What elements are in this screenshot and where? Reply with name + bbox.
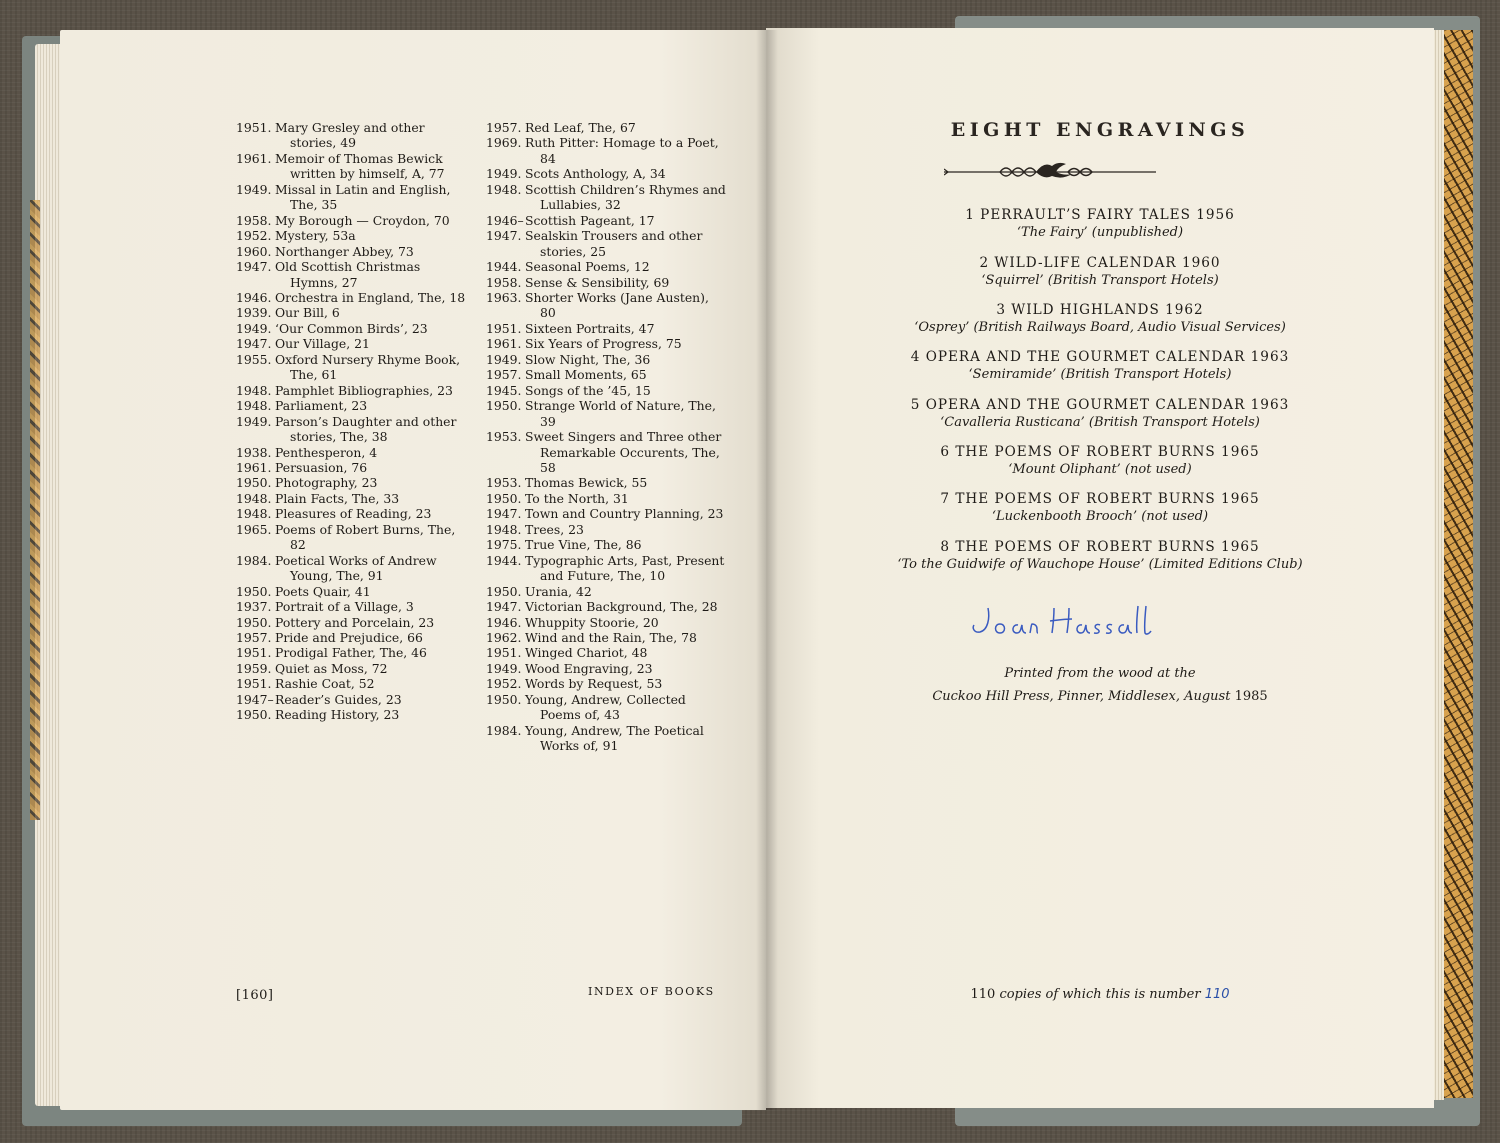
index-entry [486, 584, 726, 599]
index-year: 1948. [486, 181, 522, 197]
index-title: Wind and the Rain, The, 78 [525, 629, 697, 645]
index-title: Pride and Prejudice, 66 [275, 629, 423, 645]
index-year: 1975. [486, 537, 522, 553]
index-entry [486, 135, 726, 166]
index-title: Thomas Bewick, 55 [525, 475, 648, 491]
index-title: Sense & Sensibility, 69 [525, 274, 670, 290]
index-year: 1961. [236, 459, 272, 475]
index-title: Our Village, 21 [275, 336, 370, 352]
index-entry [486, 522, 726, 537]
index-year: 1950. [486, 691, 522, 707]
index-title: Memoir of Thomas Bewick written by himself, A, 77 [275, 150, 445, 182]
index-title: Rashie Coat, 52 [275, 676, 375, 692]
index-entry [486, 645, 726, 660]
index-title: Sweet Singers and Three other Remarkable Occurents, The, 58 [525, 429, 722, 475]
index-title: Victorian Background, The, 28 [525, 599, 718, 615]
engraving-subtitle: ‘Squirrel’ (British Transport Hotels) [981, 273, 1219, 288]
index-year: 1948. [236, 490, 272, 506]
handwritten-signature [966, 600, 1156, 640]
index-year: 1957. [486, 120, 522, 135]
index-title: To the North, 31 [525, 490, 629, 506]
index-entry [236, 707, 472, 722]
index-title: Six Years of Progress, 75 [525, 336, 682, 352]
index-title: Poets Quair, 41 [275, 583, 371, 599]
index-title: Typographic Arts, Past, Present and Future, The, 10 [525, 552, 725, 584]
engraving-subtitle: ‘Mount Oliphant’ (not used) [1008, 462, 1192, 477]
index-title: Mary Gresley and other stories, 49 [275, 120, 425, 151]
index-entry [486, 213, 726, 228]
engraving-6 [766, 443, 1434, 479]
engraving-subtitle: ‘To the Guidwife of Wauchope House’ (Limited Editions Club) [897, 557, 1303, 572]
index-entry [486, 599, 726, 614]
index-entry [486, 553, 726, 584]
limitation-count: 110 [970, 987, 996, 1002]
engraving-subtitle: ‘Osprey’ (British Railways Board, Audio Visual Services) [914, 320, 1286, 335]
index-title: Red Leaf, The, 67 [525, 120, 636, 135]
limitation-number: 110 [1204, 987, 1230, 1002]
index-title: Whuppity Stoorie, 20 [525, 614, 659, 630]
index-entry [486, 630, 726, 645]
index-year: 1944. [486, 552, 522, 568]
index-title: Parliament, 23 [275, 398, 368, 414]
index-entry [486, 723, 726, 754]
index-year: 1947. [236, 336, 272, 352]
engraving-heading: 1 PERRAULT’S FAIRY TALES 1956 [965, 207, 1235, 223]
index-year: 1961. [236, 150, 272, 166]
index-year: 1950. [236, 707, 272, 723]
page-title: EIGHT ENGRAVINGS [950, 119, 1250, 141]
index-title: Pottery and Porcelain, 23 [275, 614, 435, 630]
index-column-1 [236, 120, 472, 723]
engraving-subtitle: ‘The Fairy’ (unpublished) [1016, 225, 1184, 240]
limitation-text: copies of which this is number [999, 987, 1201, 1002]
index-title: Town and Country Planning, 23 [525, 506, 724, 522]
index-entry [236, 630, 472, 645]
index-title: True Vine, The, 86 [525, 537, 642, 553]
index-entry [486, 661, 726, 676]
index-year: 1953. [486, 429, 522, 445]
index-entry [236, 553, 472, 584]
index-entry [486, 383, 726, 398]
limitation-statement [766, 987, 1434, 1002]
engraving-subtitle: ‘Luckenbooth Brooch’ (not used) [991, 509, 1209, 524]
index-title: Seasonal Poems, 12 [525, 259, 650, 275]
index-entry [486, 367, 726, 382]
index-entry [486, 321, 726, 336]
index-title: Scots Anthology, A, 34 [525, 166, 666, 182]
index-year: 1952. [236, 228, 272, 244]
index-title: Winged Chariot, 48 [525, 645, 648, 661]
index-year: 1949. [236, 181, 272, 197]
index-entry [486, 615, 726, 630]
index-title: Trees, 23 [525, 521, 584, 537]
index-year: 1950. [486, 583, 522, 599]
index-entry [236, 676, 472, 691]
index-year: 1958. [236, 212, 272, 228]
index-title: My Borough — Croydon, 70 [275, 212, 450, 228]
bird-ornament-icon [944, 160, 1156, 184]
index-entry [486, 475, 726, 490]
engraving-5 [766, 396, 1434, 432]
index-entry [486, 228, 726, 259]
index-year: 1944. [486, 259, 522, 275]
index-year: 1949. [486, 166, 522, 182]
index-title: Portrait of a Village, 3 [275, 599, 414, 615]
index-column-2 [486, 120, 726, 754]
index-title: Northanger Abbey, 73 [275, 243, 414, 259]
marbled-edge-left [30, 200, 40, 820]
index-title: Plain Facts, The, 33 [275, 490, 400, 506]
index-title: Small Moments, 65 [525, 367, 647, 383]
index-title: Songs of the ’45, 15 [525, 382, 651, 398]
index-year: 1945. [486, 382, 522, 398]
index-entry [486, 275, 726, 290]
colophon-line-1: Printed from the wood at the [1004, 666, 1196, 681]
index-title: Poems of Robert Burns, The, 82 [275, 521, 456, 553]
index-year: 1958. [486, 274, 522, 290]
index-year: 1950. [486, 398, 522, 414]
index-entry [486, 491, 726, 506]
engraving-heading: 6 THE POEMS OF ROBERT BURNS 1965 [940, 444, 1260, 460]
index-entry [486, 676, 726, 691]
index-year: 1939. [236, 305, 272, 321]
engraving-heading: 5 OPERA AND THE GOURMET CALENDAR 1963 [910, 397, 1290, 413]
index-entry [486, 120, 726, 135]
index-entry [236, 120, 472, 151]
index-title: Sixteen Portraits, 47 [525, 320, 655, 336]
index-entry [236, 352, 472, 383]
index-year: 1948. [236, 398, 272, 414]
index-entry [486, 398, 726, 429]
index-year: 1957. [236, 629, 272, 645]
index-year: 1949. [486, 351, 522, 367]
index-title: ‘Our Common Birds’, 23 [275, 320, 428, 336]
index-year: 1949. [236, 320, 272, 336]
index-year: 1946. [486, 614, 522, 630]
index-title: Reading History, 23 [275, 707, 400, 723]
index-title: Penthesperon, 4 [275, 444, 378, 460]
engraving-4 [766, 348, 1434, 384]
index-title: Prodigal Father, The, 46 [275, 645, 427, 661]
index-entry [236, 692, 472, 707]
index-year: 1952. [486, 676, 522, 692]
index-year: 1950. [486, 490, 522, 506]
index-title: Shorter Works (Jane Austen), 80 [525, 289, 709, 321]
index-entry [236, 213, 472, 228]
index-title: Old Scottish Christmas Hymns, 27 [275, 259, 421, 290]
index-entry [236, 321, 472, 336]
index-entry [236, 460, 472, 475]
index-entry [236, 259, 472, 290]
running-head: INDEX OF BOOKS [588, 985, 715, 998]
colophon-year: 1985 [1234, 689, 1268, 704]
engraving-heading: 4 OPERA AND THE GOURMET CALENDAR 1963 [910, 349, 1290, 365]
index-entry [236, 445, 472, 460]
engraving-1 [766, 206, 1434, 242]
index-title: Quiet as Moss, 72 [275, 660, 388, 676]
index-entry [236, 615, 472, 630]
index-year: 1969. [486, 135, 522, 151]
index-entry [486, 692, 726, 723]
index-entry [236, 661, 472, 676]
index-entry [236, 584, 472, 599]
index-title: Young, Andrew, Collected Poems of, 43 [525, 691, 686, 723]
engraving-2 [766, 254, 1434, 290]
index-title: Scottish Children’s Rhymes and Lullabies, 32 [525, 181, 726, 213]
index-year: 1984. [486, 722, 522, 738]
index-entry [236, 522, 472, 553]
index-entry [236, 475, 472, 490]
index-year: 1962. [486, 629, 522, 645]
index-year: 1951. [486, 320, 522, 336]
index-entry [486, 506, 726, 521]
index-year: 1963. [486, 289, 522, 305]
index-year: 1953. [486, 475, 522, 491]
index-entry [236, 491, 472, 506]
index-title: Wood Engraving, 23 [525, 660, 653, 676]
index-title: Pamphlet Bibliographies, 23 [275, 382, 453, 398]
index-title: Mystery, 53a [275, 228, 356, 244]
index-year: 1957. [486, 367, 522, 383]
index-year: 1946– [486, 212, 524, 228]
index-entry [236, 182, 472, 213]
index-title: Reader’s Guides, 23 [275, 691, 402, 707]
index-year: 1955. [236, 351, 272, 367]
index-year: 1946. [236, 289, 272, 305]
index-title: Slow Night, The, 36 [525, 351, 651, 367]
index-year: 1947. [486, 599, 522, 615]
index-entry [236, 305, 472, 320]
index-title: Photography, 23 [275, 475, 378, 491]
index-title: Pleasures of Reading, 23 [275, 506, 432, 522]
index-year: 1951. [486, 645, 522, 661]
index-entry [236, 383, 472, 398]
index-entry [236, 290, 472, 305]
index-entry [236, 228, 472, 243]
index-entry [486, 537, 726, 552]
index-entry [486, 182, 726, 213]
index-year: 1949. [486, 660, 522, 676]
index-entry [236, 398, 472, 413]
index-entry [236, 336, 472, 351]
index-year: 1948. [236, 506, 272, 522]
index-entry [236, 645, 472, 660]
page-number: [160] [236, 988, 274, 1003]
index-year: 1961. [486, 336, 522, 352]
index-year: 1947– [236, 691, 274, 707]
index-year: 1960. [236, 243, 272, 259]
index-title: Ruth Pitter: Homage to a Poet, 84 [525, 135, 719, 166]
index-year: 1947. [486, 228, 522, 244]
index-year: 1965. [236, 521, 272, 537]
index-entry [486, 352, 726, 367]
index-entry [236, 414, 472, 445]
index-entry [236, 599, 472, 614]
index-year: 1959. [236, 660, 272, 676]
engraving-3 [766, 301, 1434, 337]
index-title: Persuasion, 76 [275, 459, 368, 475]
index-title: Parson’s Daughter and other stories, The, 38 [275, 413, 457, 445]
index-title: Poetical Works of Andrew Young, The, 91 [275, 552, 437, 584]
index-year: 1950. [236, 475, 272, 491]
index-year: 1948. [236, 382, 272, 398]
index-title: Sealskin Trousers and other stories, 25 [525, 228, 703, 259]
index-year: 1949. [236, 413, 272, 429]
index-year: 1938. [236, 444, 272, 460]
engraving-subtitle: ‘Cavalleria Rusticana’ (British Transport Hotels) [940, 415, 1260, 430]
index-entry [236, 506, 472, 521]
index-entry [486, 259, 726, 274]
index-year: 1950. [236, 614, 272, 630]
engraving-heading: 2 WILD-LIFE CALENDAR 1960 [979, 255, 1221, 271]
index-title: Our Bill, 6 [275, 305, 340, 321]
colophon-line-2 [766, 689, 1434, 704]
index-year: 1948. [486, 521, 522, 537]
index-entry [486, 336, 726, 351]
index-title: Scottish Pageant, 17 [525, 212, 655, 228]
index-entry [486, 290, 726, 321]
index-year: 1951. [236, 645, 272, 661]
engraving-heading: 3 WILD HIGHLANDS 1962 [996, 302, 1204, 318]
index-title: Strange World of Nature, The, 39 [525, 398, 716, 429]
marbled-endpaper [1443, 30, 1473, 1098]
index-year: 1951. [236, 676, 272, 692]
index-year: 1947. [236, 259, 272, 275]
engraving-heading: 7 THE POEMS OF ROBERT BURNS 1965 [940, 491, 1260, 507]
index-year: 1950. [236, 583, 272, 599]
index-year: 1947. [486, 506, 522, 522]
index-year: 1951. [236, 120, 272, 135]
index-entry [236, 151, 472, 182]
engraving-heading: 8 THE POEMS OF ROBERT BURNS 1965 [940, 539, 1260, 555]
index-title: Urania, 42 [525, 583, 592, 599]
index-title: Missal in Latin and English, The, 35 [275, 181, 451, 213]
engraving-8 [766, 538, 1434, 574]
index-year: 1937. [236, 599, 272, 615]
colophon-press: Cuckoo Hill Press, Pinner, Middlesex, August [932, 689, 1231, 704]
index-entry [486, 429, 726, 475]
index-entry [486, 166, 726, 181]
engraving-subtitle: ‘Semiramide’ (British Transport Hotels) [968, 367, 1232, 382]
index-title: Words by Request, 53 [525, 676, 663, 692]
index-title: Oxford Nursery Rhyme Book, The, 61 [275, 351, 461, 383]
index-title: Young, Andrew, The Poetical Works of, 91 [525, 722, 704, 754]
index-title: Orchestra in England, The, 18 [275, 289, 466, 305]
index-year: 1984. [236, 552, 272, 568]
index-entry [236, 244, 472, 259]
engraving-7 [766, 490, 1434, 526]
